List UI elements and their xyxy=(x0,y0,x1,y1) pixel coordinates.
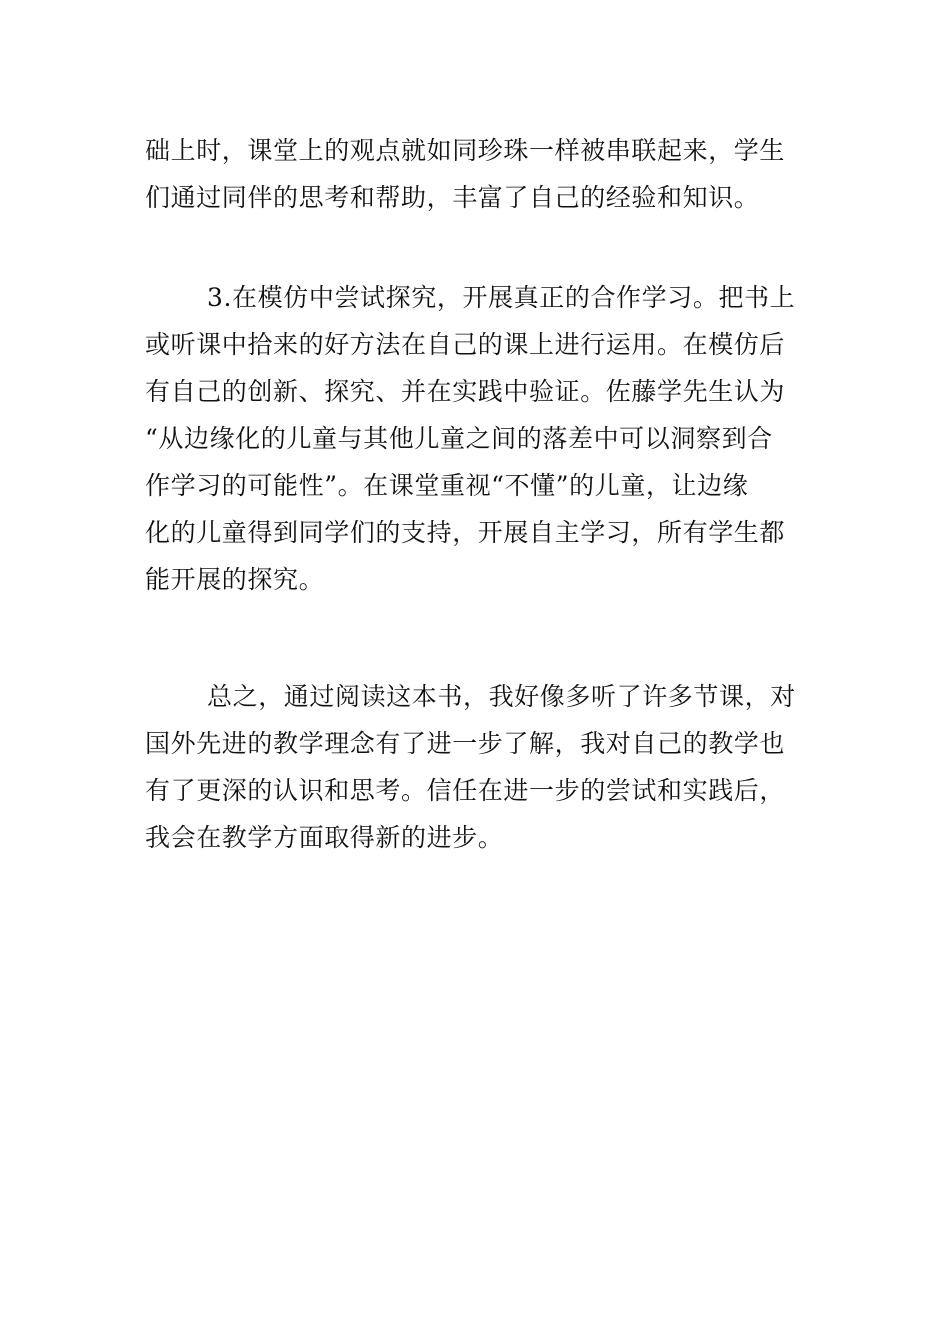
paragraph-line: 们通过同伴的思考和帮助，丰富了自己的经验和知识。 xyxy=(145,183,760,212)
paragraph-3 xyxy=(145,673,807,861)
paragraph-line: 3.在模仿中尝试探究，开展真正的合作学习。把书上 xyxy=(207,283,796,312)
paragraph-line: 总之，通过阅读这本书，我好像多听了许多节课，对 xyxy=(207,682,796,711)
paragraph-line: 础上时，课堂上的观点就如同珍珠一样被串联起来，学生 xyxy=(145,136,786,165)
paragraph-line: 作学习的可能性”。在课堂重视“不懂”的儿童，让边缘 xyxy=(145,471,749,500)
paragraph-line: 化的儿童得到同学们的支持，开展自主学习，所有学生都 xyxy=(145,518,786,547)
paragraph-line: 能开展的探究。 xyxy=(145,565,325,594)
paragraph-line: 或听课中拾来的好方法在自己的课上进行运用。在模仿后 xyxy=(145,330,786,359)
paragraph-line: 有自己的创新、探究、并在实践中验证。佐藤学先生认为 xyxy=(145,377,786,406)
paragraph-line: 我会在教学方面取得新的进步。 xyxy=(145,823,504,852)
paragraph-line: 有了更深的认识和思考。信任在进一步的尝试和实践后， xyxy=(145,776,786,805)
paragraph-line: “从边缘化的儿童与其他儿童之间的落差中可以洞察到合 xyxy=(145,424,773,453)
paragraph-1 xyxy=(145,127,807,221)
paragraph-2 xyxy=(145,274,807,603)
paragraph-line: 国外先进的教学理念有了进一步了解，我对自己的教学也 xyxy=(145,729,786,758)
